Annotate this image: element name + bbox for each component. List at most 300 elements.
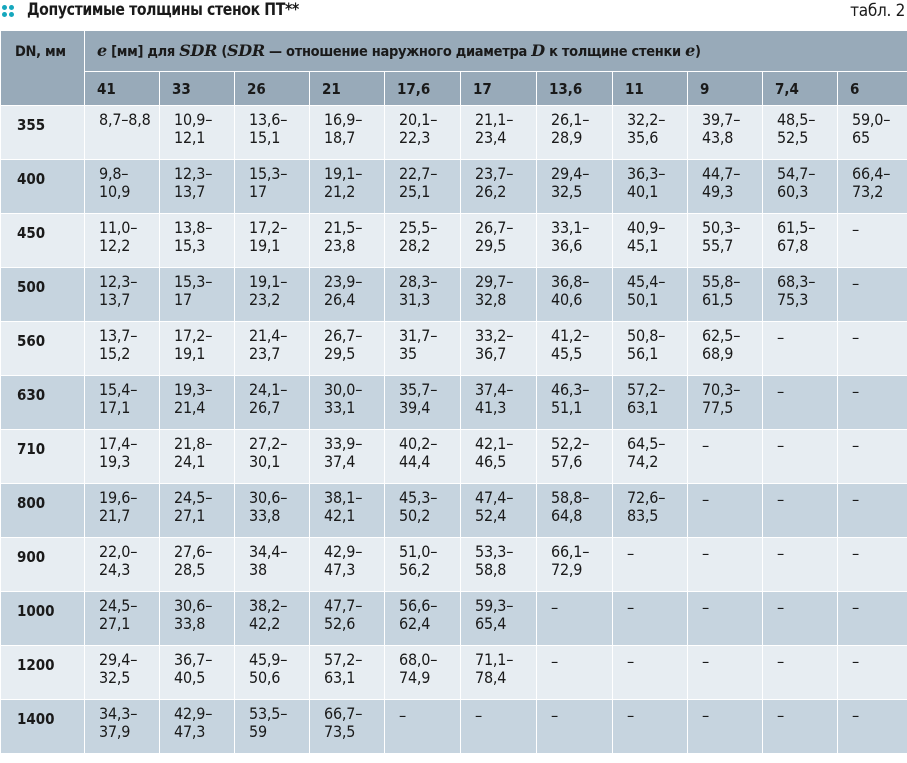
thickness-line-1: 9,8– (99, 164, 129, 183)
dn-column-header: DN, мм (1, 31, 85, 106)
thickness-line-1: 41,2– (551, 326, 590, 345)
thickness-line-2: 78,4 (475, 668, 507, 687)
thickness-line-1: 36,7– (174, 650, 213, 669)
thickness-line-1: 53,3– (475, 542, 514, 561)
thickness-line-2: 21,4 (174, 398, 206, 417)
thickness-cell (763, 430, 838, 484)
thickness-cell (461, 700, 537, 754)
thickness-line-2: 58,8 (475, 560, 507, 579)
thickness-line-1: – (852, 436, 859, 455)
thickness-line-2: 52,6 (324, 614, 356, 633)
thickness-line-1: 57,2– (627, 380, 666, 399)
dn-cell: 710 (1, 430, 85, 484)
thickness-line-1: – (702, 598, 709, 617)
thickness-line-1: 19,6– (99, 488, 138, 507)
thickness-line-1: 22,7– (399, 164, 438, 183)
dn-cell: 900 (1, 538, 85, 592)
table-row (1, 538, 907, 592)
thickness-line-1: 52,2– (551, 434, 590, 453)
thickness-cell (688, 538, 763, 592)
thickness-line-1: 13,7– (99, 326, 138, 345)
thickness-line-2: 42,2 (249, 614, 281, 633)
thickness-cell (688, 322, 763, 376)
thickness-line-1: 71,1– (475, 650, 514, 669)
thickness-cell (688, 700, 763, 754)
header-e: e (97, 40, 107, 60)
thickness-line-1: 24,5– (99, 596, 138, 615)
thickness-line-1: 13,6– (249, 110, 288, 129)
thickness-line-1: 38,2– (249, 596, 288, 615)
thickness-cell (688, 592, 763, 646)
thickness-cell (310, 430, 385, 484)
table-row (1, 646, 907, 700)
thickness-line-1: 29,7– (475, 272, 514, 291)
thickness-line-1: – (627, 652, 634, 671)
thickness-cell (85, 646, 160, 700)
thickness-line-2: 67,8 (777, 236, 809, 255)
header-desc: — отношение наружного диаметра (264, 43, 532, 60)
thickness-cell (537, 646, 613, 700)
thickness-cell (688, 160, 763, 214)
thickness-cell (385, 160, 461, 214)
thickness-cell (838, 484, 907, 538)
thickness-line-2: 55,7 (702, 236, 734, 255)
sdr-header-cell: 6 (838, 72, 907, 106)
thickness-cell (537, 700, 613, 754)
thickness-line-1: 20,1– (399, 110, 438, 129)
thickness-cell (838, 106, 907, 160)
thickness-cell (763, 592, 838, 646)
thickness-cell (838, 376, 907, 430)
sdr-header-cell: 13,6 (537, 72, 613, 106)
thickness-cell (688, 646, 763, 700)
thickness-line-2: 62,4 (399, 614, 431, 633)
dn-cell: 630 (1, 376, 85, 430)
thickness-line-1: 50,3– (702, 218, 741, 237)
thickness-cell (85, 322, 160, 376)
thickness-cell (537, 268, 613, 322)
thickness-cell (160, 430, 235, 484)
thickness-cell (688, 214, 763, 268)
thickness-line-2: 63,1 (324, 668, 356, 687)
sdr-header-cell: 17 (461, 72, 537, 106)
thickness-line-2: 37,9 (99, 722, 131, 741)
thickness-cell (385, 646, 461, 700)
thickness-line-2: 56,1 (627, 344, 659, 363)
thickness-line-1: 59,3– (475, 596, 514, 615)
thickness-line-2: 47,3 (174, 722, 206, 741)
thickness-cell (461, 376, 537, 430)
thickness-line-2: 22,3 (399, 128, 431, 147)
thickness-cell (85, 268, 160, 322)
thickness-line-1: 44,7– (702, 164, 741, 183)
thickness-cell (688, 484, 763, 538)
thickness-cell (160, 214, 235, 268)
thickness-cell (385, 592, 461, 646)
thickness-line-1: 56,6– (399, 596, 438, 615)
thickness-cell (838, 430, 907, 484)
thickness-line-1: 66,4– (852, 164, 891, 183)
thickness-line-1: – (702, 652, 709, 671)
thickness-cell (85, 700, 160, 754)
thickness-line-2: 73,2 (852, 182, 884, 201)
thickness-line-2: 56,2 (399, 560, 431, 579)
thickness-cell (613, 376, 688, 430)
table-header-bar (0, 0, 907, 30)
thickness-cell (85, 376, 160, 430)
thickness-line-1: – (551, 652, 558, 671)
thickness-line-1: 62,5– (702, 326, 741, 345)
thickness-cell (763, 646, 838, 700)
thickness-line-2: 36,7 (475, 344, 507, 363)
dn-cell: 560 (1, 322, 85, 376)
thickness-line-1: 27,6– (174, 542, 213, 561)
thickness-cell (763, 106, 838, 160)
thickness-line-1: 22,0– (99, 542, 138, 561)
thickness-cell (235, 592, 310, 646)
thickness-line-2: 75,3 (777, 290, 809, 309)
thickness-cell (85, 484, 160, 538)
dn-cell: 450 (1, 214, 85, 268)
thickness-line-2: 73,5 (324, 722, 356, 741)
thickness-cell (688, 268, 763, 322)
thickness-line-2: 44,4 (399, 452, 431, 471)
thickness-line-2: 37,4 (324, 452, 356, 471)
thickness-cell (763, 160, 838, 214)
dn-cell: 1400 (1, 700, 85, 754)
thickness-line-2: 15,1 (249, 128, 281, 147)
thickness-line-1: – (852, 652, 859, 671)
thickness-line-2: 24,3 (99, 560, 131, 579)
thickness-line-2: 19,3 (99, 452, 131, 471)
thickness-line-2: 38 (249, 560, 267, 579)
thickness-line-1: – (777, 490, 784, 509)
thickness-line-2: 19,1 (174, 344, 206, 363)
thickness-line-2: 15,2 (99, 344, 131, 363)
thickness-line-2: 39,4 (399, 398, 431, 417)
thickness-line-2: 30,1 (249, 452, 281, 471)
bullet-dots-icon (2, 5, 18, 17)
table-row (1, 214, 907, 268)
thickness-line-1: 19,1– (324, 164, 363, 183)
thickness-line-1: 15,3– (249, 164, 288, 183)
thickness-line-1: 11,0– (99, 218, 138, 237)
thickness-line-1: 39,7– (702, 110, 741, 129)
thickness-cell (85, 160, 160, 214)
thickness-line-1: 24,5– (174, 488, 213, 507)
thickness-cell (838, 538, 907, 592)
thickness-line-1: 47,7– (324, 596, 363, 615)
thickness-cell (310, 160, 385, 214)
thickness-cell (537, 322, 613, 376)
thickness-cell (763, 322, 838, 376)
thickness-cell (613, 700, 688, 754)
thickness-line-2: 52,5 (777, 128, 809, 147)
thickness-line-2: 28,2 (399, 236, 431, 255)
sdr-header-cell: 11 (613, 72, 688, 106)
thickness-line-2: 50,2 (399, 506, 431, 525)
thickness-line-1: 36,8– (551, 272, 590, 291)
thickness-cell (310, 376, 385, 430)
table-row (1, 268, 907, 322)
thickness-cell (763, 700, 838, 754)
thickness-line-1: – (852, 544, 859, 563)
thickness-line-2: 77,5 (702, 398, 734, 417)
thickness-line-1: – (551, 706, 558, 725)
thickness-line-2: 32,8 (475, 290, 507, 309)
thickness-line-2: 40,5 (174, 668, 206, 687)
header-desc2: к толщине стенки (544, 43, 686, 60)
thickness-cell (461, 592, 537, 646)
thickness-line-2: 17,1 (99, 398, 131, 417)
thickness-cell (310, 538, 385, 592)
thickness-line-2: 23,2 (249, 290, 281, 309)
thickness-line-2: 43,8 (702, 128, 734, 147)
thickness-line-1: 53,5– (249, 704, 288, 723)
thickness-line-1: 68,0– (399, 650, 438, 669)
thickness-line-1: 51,0– (399, 542, 438, 561)
thickness-line-1: 17,4– (99, 434, 138, 453)
thickness-cell (235, 106, 310, 160)
thickness-line-2: 26,2 (475, 182, 507, 201)
thickness-line-1: – (852, 598, 859, 617)
thickness-cell (235, 430, 310, 484)
thickness-line-1: 42,9– (324, 542, 363, 561)
thickness-line-2: 33,1 (324, 398, 356, 417)
thickness-line-1: 10,9– (174, 110, 213, 129)
thickness-line-1: 45,4– (627, 272, 666, 291)
thickness-cell (461, 538, 537, 592)
header-paren-close: ) (695, 43, 701, 60)
thickness-cell (613, 106, 688, 160)
thickness-cell (310, 268, 385, 322)
thickness-line-1: 8,7–8,8 (99, 110, 151, 129)
thickness-cell (763, 484, 838, 538)
thickness-line-1: – (777, 544, 784, 563)
thickness-cell (310, 700, 385, 754)
thickness-line-1: 31,7– (399, 326, 438, 345)
sdr-header-cell: 41 (85, 72, 160, 106)
thickness-cell (838, 646, 907, 700)
thickness-line-2: 50,1 (627, 290, 659, 309)
thickness-line-1: 15,4– (99, 380, 138, 399)
thickness-line-1: 48,5– (777, 110, 816, 129)
thickness-line-1: – (399, 706, 406, 725)
thickness-line-2: 23,8 (324, 236, 356, 255)
dn-cell: 500 (1, 268, 85, 322)
thickness-line-2: 27,1 (174, 506, 206, 525)
thickness-line-1: 37,4– (475, 380, 514, 399)
thickness-cell (537, 592, 613, 646)
thickness-cell (310, 214, 385, 268)
thickness-cell (461, 268, 537, 322)
thickness-line-2: 65 (852, 128, 870, 147)
thickness-line-1: 27,2– (249, 434, 288, 453)
thickness-line-1: – (852, 706, 859, 725)
thickness-line-2: 13,7 (99, 290, 131, 309)
thickness-cell (613, 646, 688, 700)
dn-cell: 800 (1, 484, 85, 538)
thickness-line-2: 33,8 (249, 506, 281, 525)
thickness-line-1: 33,9– (324, 434, 363, 453)
thickness-line-1: 24,1– (249, 380, 288, 399)
thickness-cell (613, 484, 688, 538)
thickness-line-1: 26,1– (551, 110, 590, 129)
thickness-line-1: 33,2– (475, 326, 514, 345)
thickness-cell (461, 646, 537, 700)
thickness-cell (160, 376, 235, 430)
thickness-line-1: – (852, 328, 859, 347)
thickness-line-2: 15,3 (174, 236, 206, 255)
thickness-cell (613, 214, 688, 268)
dn-cell: 400 (1, 160, 85, 214)
thickness-cell (385, 322, 461, 376)
thickness-line-1: 36,3– (627, 164, 666, 183)
thickness-cell (235, 646, 310, 700)
thickness-line-2: 33,8 (174, 614, 206, 633)
thickness-line-1: 70,3– (702, 380, 741, 399)
thickness-cell (688, 430, 763, 484)
thickness-line-2: 35,6 (627, 128, 659, 147)
sdr-header-cell: 17,6 (385, 72, 461, 106)
thickness-cell (537, 106, 613, 160)
thickness-line-2: 83,5 (627, 506, 659, 525)
thickness-line-2: 40,1 (627, 182, 659, 201)
thickness-line-1: 50,8– (627, 326, 666, 345)
thickness-cell (688, 106, 763, 160)
thickness-cell (688, 376, 763, 430)
thickness-cell (85, 592, 160, 646)
thickness-cell (537, 160, 613, 214)
thickness-cell (385, 376, 461, 430)
table-row (1, 430, 907, 484)
thickness-cell (838, 268, 907, 322)
thickness-line-1: 66,7– (324, 704, 363, 723)
thickness-line-1: 17,2– (174, 326, 213, 345)
thickness-line-1: 38,1– (324, 488, 363, 507)
table-row (1, 700, 907, 754)
thickness-line-1: – (627, 544, 634, 563)
thickness-line-1: 28,3– (399, 272, 438, 291)
thickness-line-2: 57,6 (551, 452, 583, 471)
thickness-line-1: – (551, 598, 558, 617)
thickness-cell (160, 160, 235, 214)
thickness-cell (838, 322, 907, 376)
thickness-line-2: 26,7 (249, 398, 281, 417)
thickness-cell (85, 214, 160, 268)
thickness-line-1: 35,7– (399, 380, 438, 399)
thickness-line-2: 21,2 (324, 182, 356, 201)
thickness-line-1: 61,5– (777, 218, 816, 237)
thickness-cell (160, 592, 235, 646)
thickness-line-2: 17 (249, 182, 267, 201)
thickness-line-1: 45,9– (249, 650, 288, 669)
thickness-line-1: – (475, 706, 482, 725)
thickness-cell (838, 700, 907, 754)
thickness-line-2: 32,5 (99, 668, 131, 687)
thickness-line-1: 33,1– (551, 218, 590, 237)
thickness-line-2: 47,3 (324, 560, 356, 579)
thickness-line-2: 31,3 (399, 290, 431, 309)
thickness-line-1: 32,2– (627, 110, 666, 129)
thickness-cell (537, 430, 613, 484)
thickness-line-1: – (852, 274, 859, 293)
thickness-line-2: 35 (399, 344, 417, 363)
thickness-cell (235, 214, 310, 268)
thickness-line-1: 55,8– (702, 272, 741, 291)
thickness-cell (461, 484, 537, 538)
thickness-line-2: 40,6 (551, 290, 583, 309)
thickness-line-1: 59,0– (852, 110, 891, 129)
thickness-cell (613, 160, 688, 214)
thickness-cell (160, 538, 235, 592)
thickness-line-1: – (777, 382, 784, 401)
thickness-line-2: 74,2 (627, 452, 659, 471)
sdr-header-cell: 9 (688, 72, 763, 106)
thickness-cell (385, 106, 461, 160)
table-row (1, 322, 907, 376)
thickness-cell (461, 430, 537, 484)
thickness-cell (613, 268, 688, 322)
thickness-cell (838, 160, 907, 214)
thickness-line-1: 29,4– (551, 164, 590, 183)
thickness-line-1: – (702, 544, 709, 563)
thickness-line-1: 42,9– (174, 704, 213, 723)
thickness-line-2: 41,3 (475, 398, 507, 417)
thickness-line-2: 63,1 (627, 398, 659, 417)
thickness-cell (385, 430, 461, 484)
thickness-line-1: 72,6– (627, 488, 666, 507)
thickness-line-1: 19,3– (174, 380, 213, 399)
thickness-cell (537, 376, 613, 430)
thickness-line-2: 27,1 (99, 614, 131, 633)
thickness-line-1: 19,1– (249, 272, 288, 291)
table-row (1, 484, 907, 538)
thickness-line-2: 29,5 (324, 344, 356, 363)
thickness-line-2: 29,5 (475, 236, 507, 255)
thickness-cell (160, 106, 235, 160)
thickness-cell (537, 538, 613, 592)
thickness-cell (85, 538, 160, 592)
thickness-line-2: 23,4 (475, 128, 507, 147)
thickness-line-2: 12,2 (99, 236, 131, 255)
thickness-line-1: – (702, 706, 709, 725)
thickness-cell (235, 322, 310, 376)
thickness-line-2: 17 (174, 290, 192, 309)
thickness-line-1: – (777, 652, 784, 671)
thickness-cell (85, 430, 160, 484)
thickness-cell (310, 106, 385, 160)
thickness-line-2: 72,9 (551, 560, 583, 579)
thickness-cell (763, 538, 838, 592)
thickness-line-2: 45,1 (627, 236, 659, 255)
thickness-header (85, 31, 907, 72)
thickness-line-2: 59 (249, 722, 267, 741)
thickness-line-2: 28,9 (551, 128, 583, 147)
thickness-line-1: 21,4– (249, 326, 288, 345)
thickness-cell (310, 322, 385, 376)
thickness-cell (235, 268, 310, 322)
thickness-line-1: 12,3– (99, 272, 138, 291)
thickness-line-1: 26,7– (324, 326, 363, 345)
thickness-cell (310, 646, 385, 700)
thickness-line-1: 30,0– (324, 380, 363, 399)
thickness-line-2: 51,1 (551, 398, 583, 417)
thickness-line-1: – (777, 328, 784, 347)
thickness-cell (160, 322, 235, 376)
thickness-line-2: 32,5 (551, 182, 583, 201)
thickness-line-2: 64,8 (551, 506, 583, 525)
